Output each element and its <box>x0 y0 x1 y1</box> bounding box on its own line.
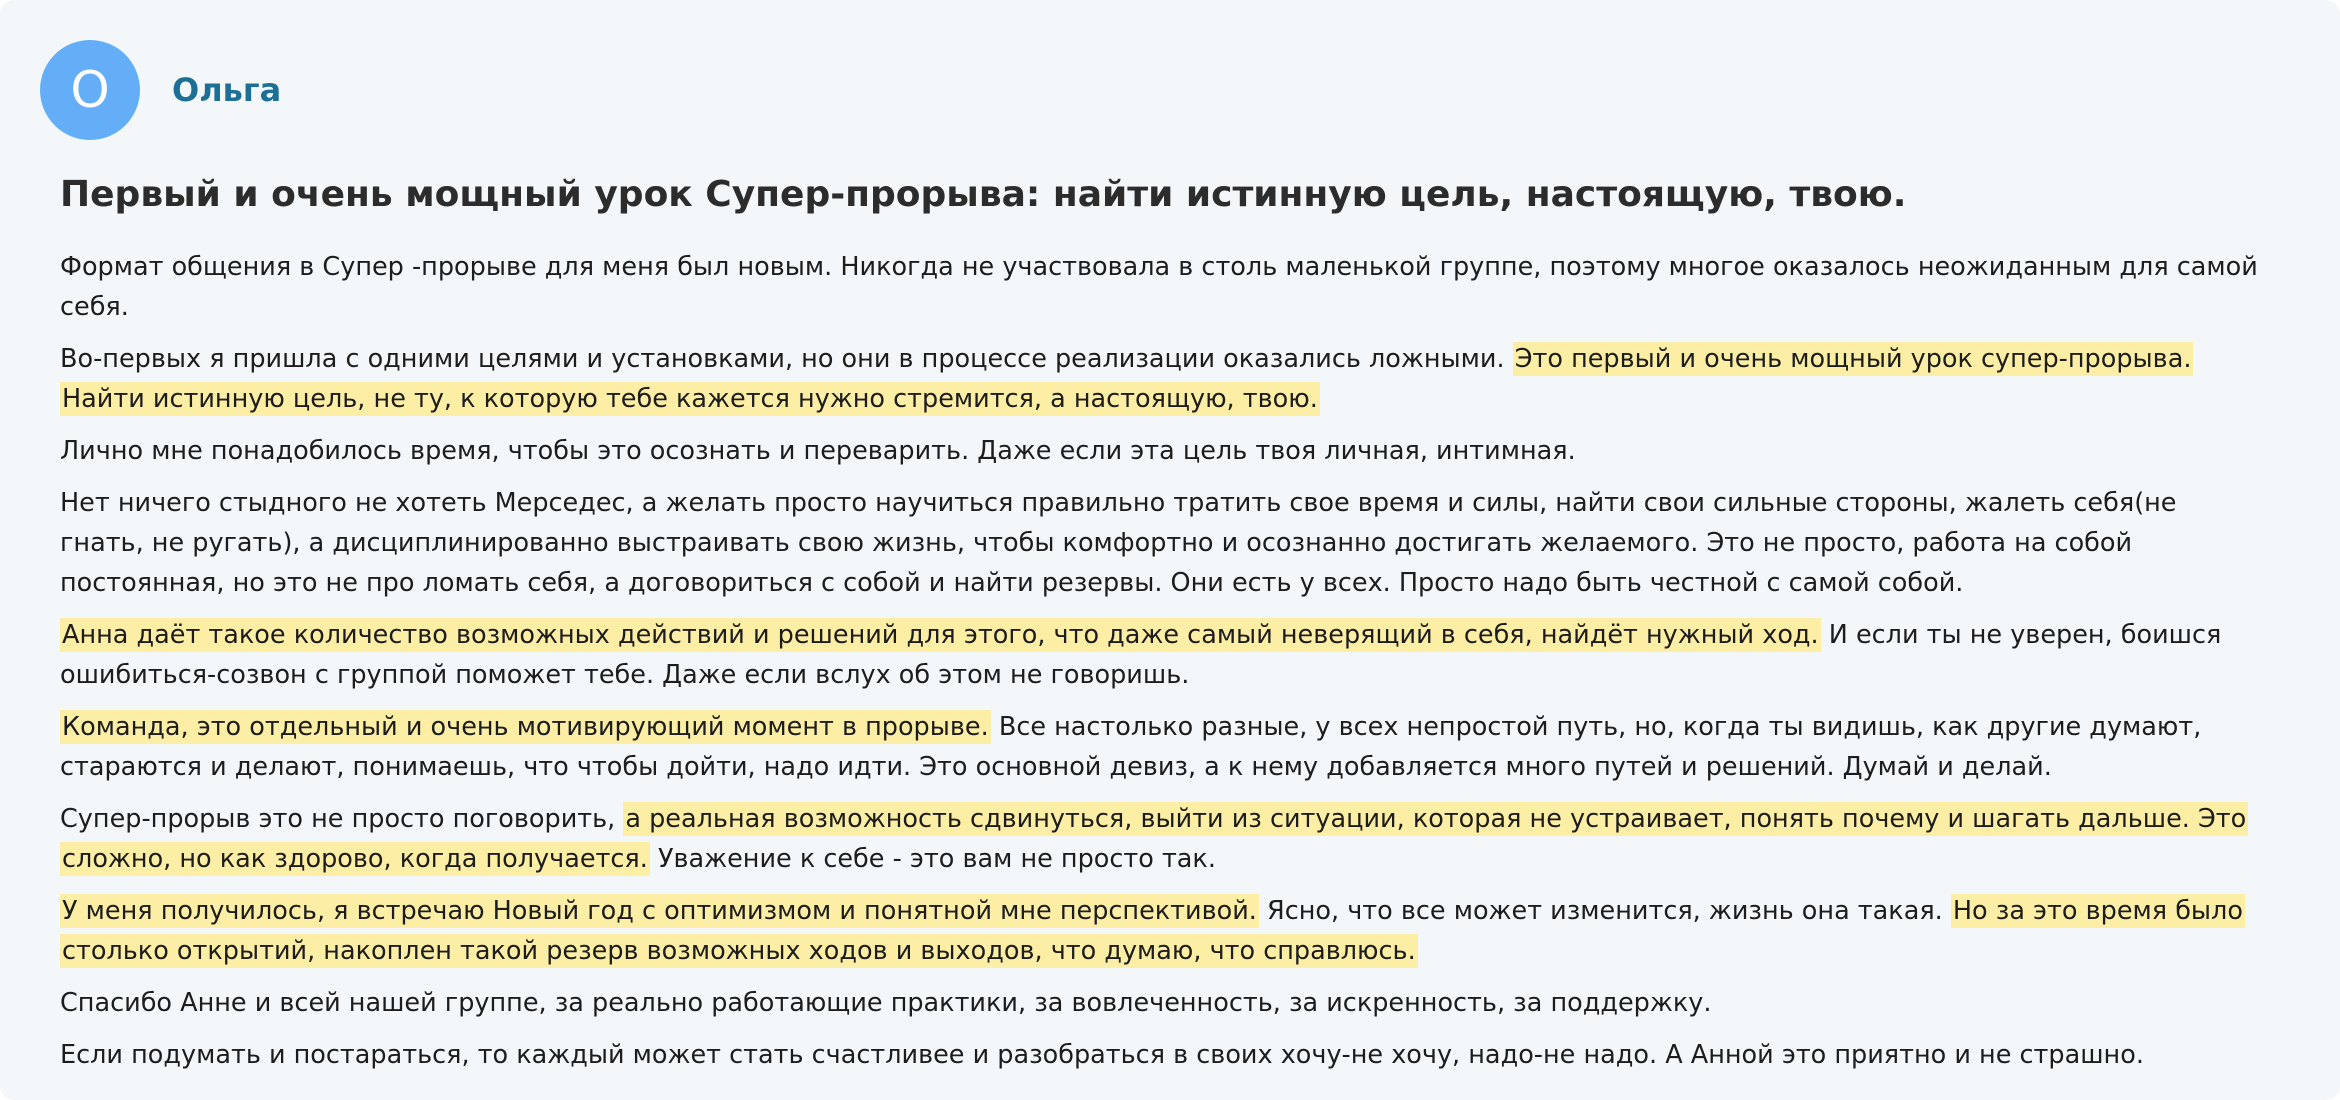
review-paragraph-6 <box>60 707 2260 787</box>
review-body <box>60 247 2280 1075</box>
review-paragraph-10 <box>60 1035 2260 1075</box>
paragraph-text: Лично мне понадобилось время, чтобы это осознать и переварить. Даже если эта цель твоя личная, интимная. <box>60 435 1576 466</box>
paragraph-text: Нет ничего стыдного не хотеть Мерседес, а желать просто научиться правильно тратить свое время и силы, найти свои сильные стороны, жалеть себя(не гнать, не ругать), а дисциплинированно выстраивать свою жизнь, чтобы комфортно и осознанно достигать желаемого. Это не просто, работа на собой постоянная, но это не про ломать себя, а договориться с собой и найти резервы. Они есть у всех. Просто надо быть честной с самой собой. <box>60 487 2177 598</box>
review-paragraph-3 <box>60 431 2260 471</box>
review-paragraph-9 <box>60 983 2260 1023</box>
review-paragraph-8 <box>60 891 2260 971</box>
paragraph-text: Ясно, что все может изменится, жизнь она такая. <box>1258 895 1951 926</box>
paragraph-text: Супер-прорыв это не просто поговорить, <box>60 803 624 834</box>
review-paragraph-4 <box>60 483 2260 603</box>
paragraph-text: Во-первых я пришла с одними целями и установками, но они в процессе реализации оказались ложными. <box>60 343 1513 374</box>
highlighted-text: а реальная возможность сдвинуться, выйти из ситуации, которая не устраивает, понять почему и шагать дальше. Это сложно, но как здорово, когда получается. <box>62 803 2247 874</box>
author-name: Ольга <box>172 71 282 109</box>
review-paragraph-2 <box>60 339 2260 419</box>
paragraph-text: Все настолько разные, у всех непростой путь, но, когда ты видишь, как другие думают, стараются и делают, понимаешь, что чтобы дойти, надо идти. Это основной девиз, а к нему добавляется много путей и решений. Думай и делай. <box>60 711 2202 782</box>
highlighted-text: Команда, это отдельный и очень мотивирующий момент в прорыве. <box>62 711 989 742</box>
paragraph-text: Формат общения в Супер -прорыве для меня был новым. Никогда не участвовала в столь маленькой группе, поэтому многое оказалось неожиданным для самой себя. <box>60 251 2258 322</box>
review-title: Первый и очень мощный урок Супер-прорыва: найти истинную цель, настоящую, твою. <box>60 174 1907 215</box>
highlighted-text: Но за это время было столько открытий, накоплен такой резерв возможных ходов и выходов, что думаю, что справлюсь. <box>62 895 2243 966</box>
paragraph-text: Спасибо Анне и всей нашей группе, за реально работающие практики, за вовлеченность, за искренность, за поддержку. <box>60 987 1712 1018</box>
author-header <box>40 40 2280 140</box>
highlighted-text: У меня получилось, я встречаю Новый год с оптимизмом и понятной мне перспективой. <box>62 895 1257 926</box>
highlighted-text: Анна даёт такое количество возможных действий и решений для этого, что даже самый неверящий в себя, найдёт нужный ход. <box>62 619 1819 650</box>
review-paragraph-5 <box>60 615 2260 695</box>
highlighted-text: Это первый и очень мощный урок супер-прорыва. Найти истинную цель, не ту, к которую тебе кажется нужно стремится, а настоящую, твою. <box>62 343 2192 414</box>
paragraph-text: Уважение к себе - это вам не просто так. <box>649 843 1216 874</box>
review-paragraph-7 <box>60 799 2260 879</box>
paragraph-text: Если подумать и постараться, то каждый может стать счастливее и разобраться в своих хочу-не хочу, надо-не надо. А Анной это приятно и не страшно. <box>60 1039 2144 1070</box>
review-paragraph-1 <box>60 247 2260 327</box>
avatar: О <box>40 40 140 140</box>
paragraph-text: И если ты не уверен, боишся ошибиться-созвон с группой поможет тебе. Даже если вслух об этом не говоришь. <box>60 619 2222 690</box>
